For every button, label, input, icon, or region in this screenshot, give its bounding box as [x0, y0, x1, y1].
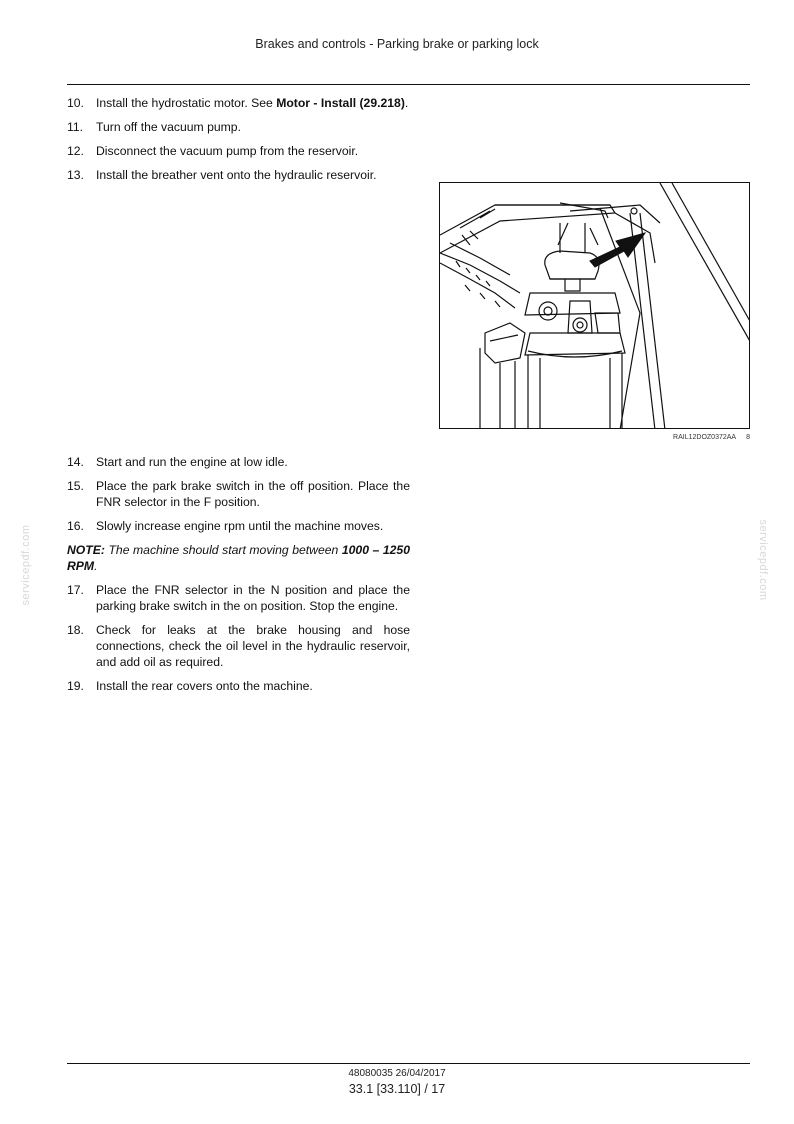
step-11 [67, 119, 410, 135]
step-number: 16. [67, 519, 84, 533]
note-label: NOTE: [67, 543, 105, 557]
note-paragraph [67, 542, 410, 574]
step-text: Slowly increase engine rpm until the machine moves. [96, 519, 384, 533]
step-text: Install the breather vent onto the hydraulic reservoir. [96, 168, 377, 182]
step-number: 17. [67, 583, 84, 597]
header-divider [67, 84, 750, 85]
page-header-title: Brakes and controls - Parking brake or parking lock [255, 37, 539, 51]
step-10 [67, 95, 410, 111]
step-text: Disconnect the vacuum pump from the reservoir. [96, 144, 359, 158]
watermark-right: servicepdf.com [757, 519, 769, 601]
step-14 [67, 454, 410, 470]
breather-vent-figure [439, 182, 750, 429]
step-text-end: . [404, 96, 409, 110]
step-text [96, 95, 410, 111]
step-number: 15. [67, 479, 84, 493]
step-number: 12. [67, 144, 84, 158]
step-text: Place the park brake switch in the off position. Place the FNR selector in the F position. [96, 479, 410, 509]
step-number: 19. [67, 679, 84, 693]
watermark-left: servicepdf.com [20, 524, 32, 606]
note-text-end: . [94, 559, 98, 573]
hydraulic-reservoir-illustration [440, 183, 750, 429]
step-number: 10. [67, 96, 84, 110]
figure-reference-code: RAIL12DOZ0372AA [673, 434, 737, 441]
step-number: 13. [67, 168, 84, 182]
footer-page-number: 33.1 [33.110] / 17 [348, 1082, 446, 1096]
step-number: 14. [67, 455, 84, 469]
step-17 [67, 582, 410, 614]
steps-group-1 [67, 95, 410, 191]
step-text-plain: Install the hydrostatic motor. See [96, 96, 277, 110]
step-number: 18. [67, 623, 84, 637]
step-text: Start and run the engine at low idle. [96, 455, 288, 469]
step-text: Install the rear covers onto the machine. [96, 679, 313, 693]
step-number: 11. [67, 120, 84, 134]
step-13 [67, 167, 410, 183]
step-text: Check for leaks at the brake housing and hose connections, check the oil level in the hydraulic reservoir, and add oil as required. [96, 623, 410, 669]
step-19 [67, 678, 410, 694]
footer-divider [67, 1063, 750, 1064]
step-12 [67, 143, 410, 159]
figure-caption [560, 434, 750, 441]
step-cross-reference: Motor - Install (29.218) [276, 96, 405, 110]
step-text: Place the FNR selector in the N position and place the parking brake switch in the on position. Stop the engine. [96, 583, 410, 613]
steps-group-2 [67, 454, 410, 702]
figure-number: 8 [746, 434, 750, 441]
step-16 [67, 518, 410, 534]
step-15 [67, 478, 410, 510]
footer-document-number: 48080035 26/04/2017 [348, 1068, 446, 1079]
step-text: Turn off the vacuum pump. [96, 120, 241, 134]
step-18 [67, 622, 410, 670]
note-text: The machine should start moving between [104, 543, 342, 557]
note-rpm-range: 1000 – 1250 RPM [67, 543, 410, 573]
